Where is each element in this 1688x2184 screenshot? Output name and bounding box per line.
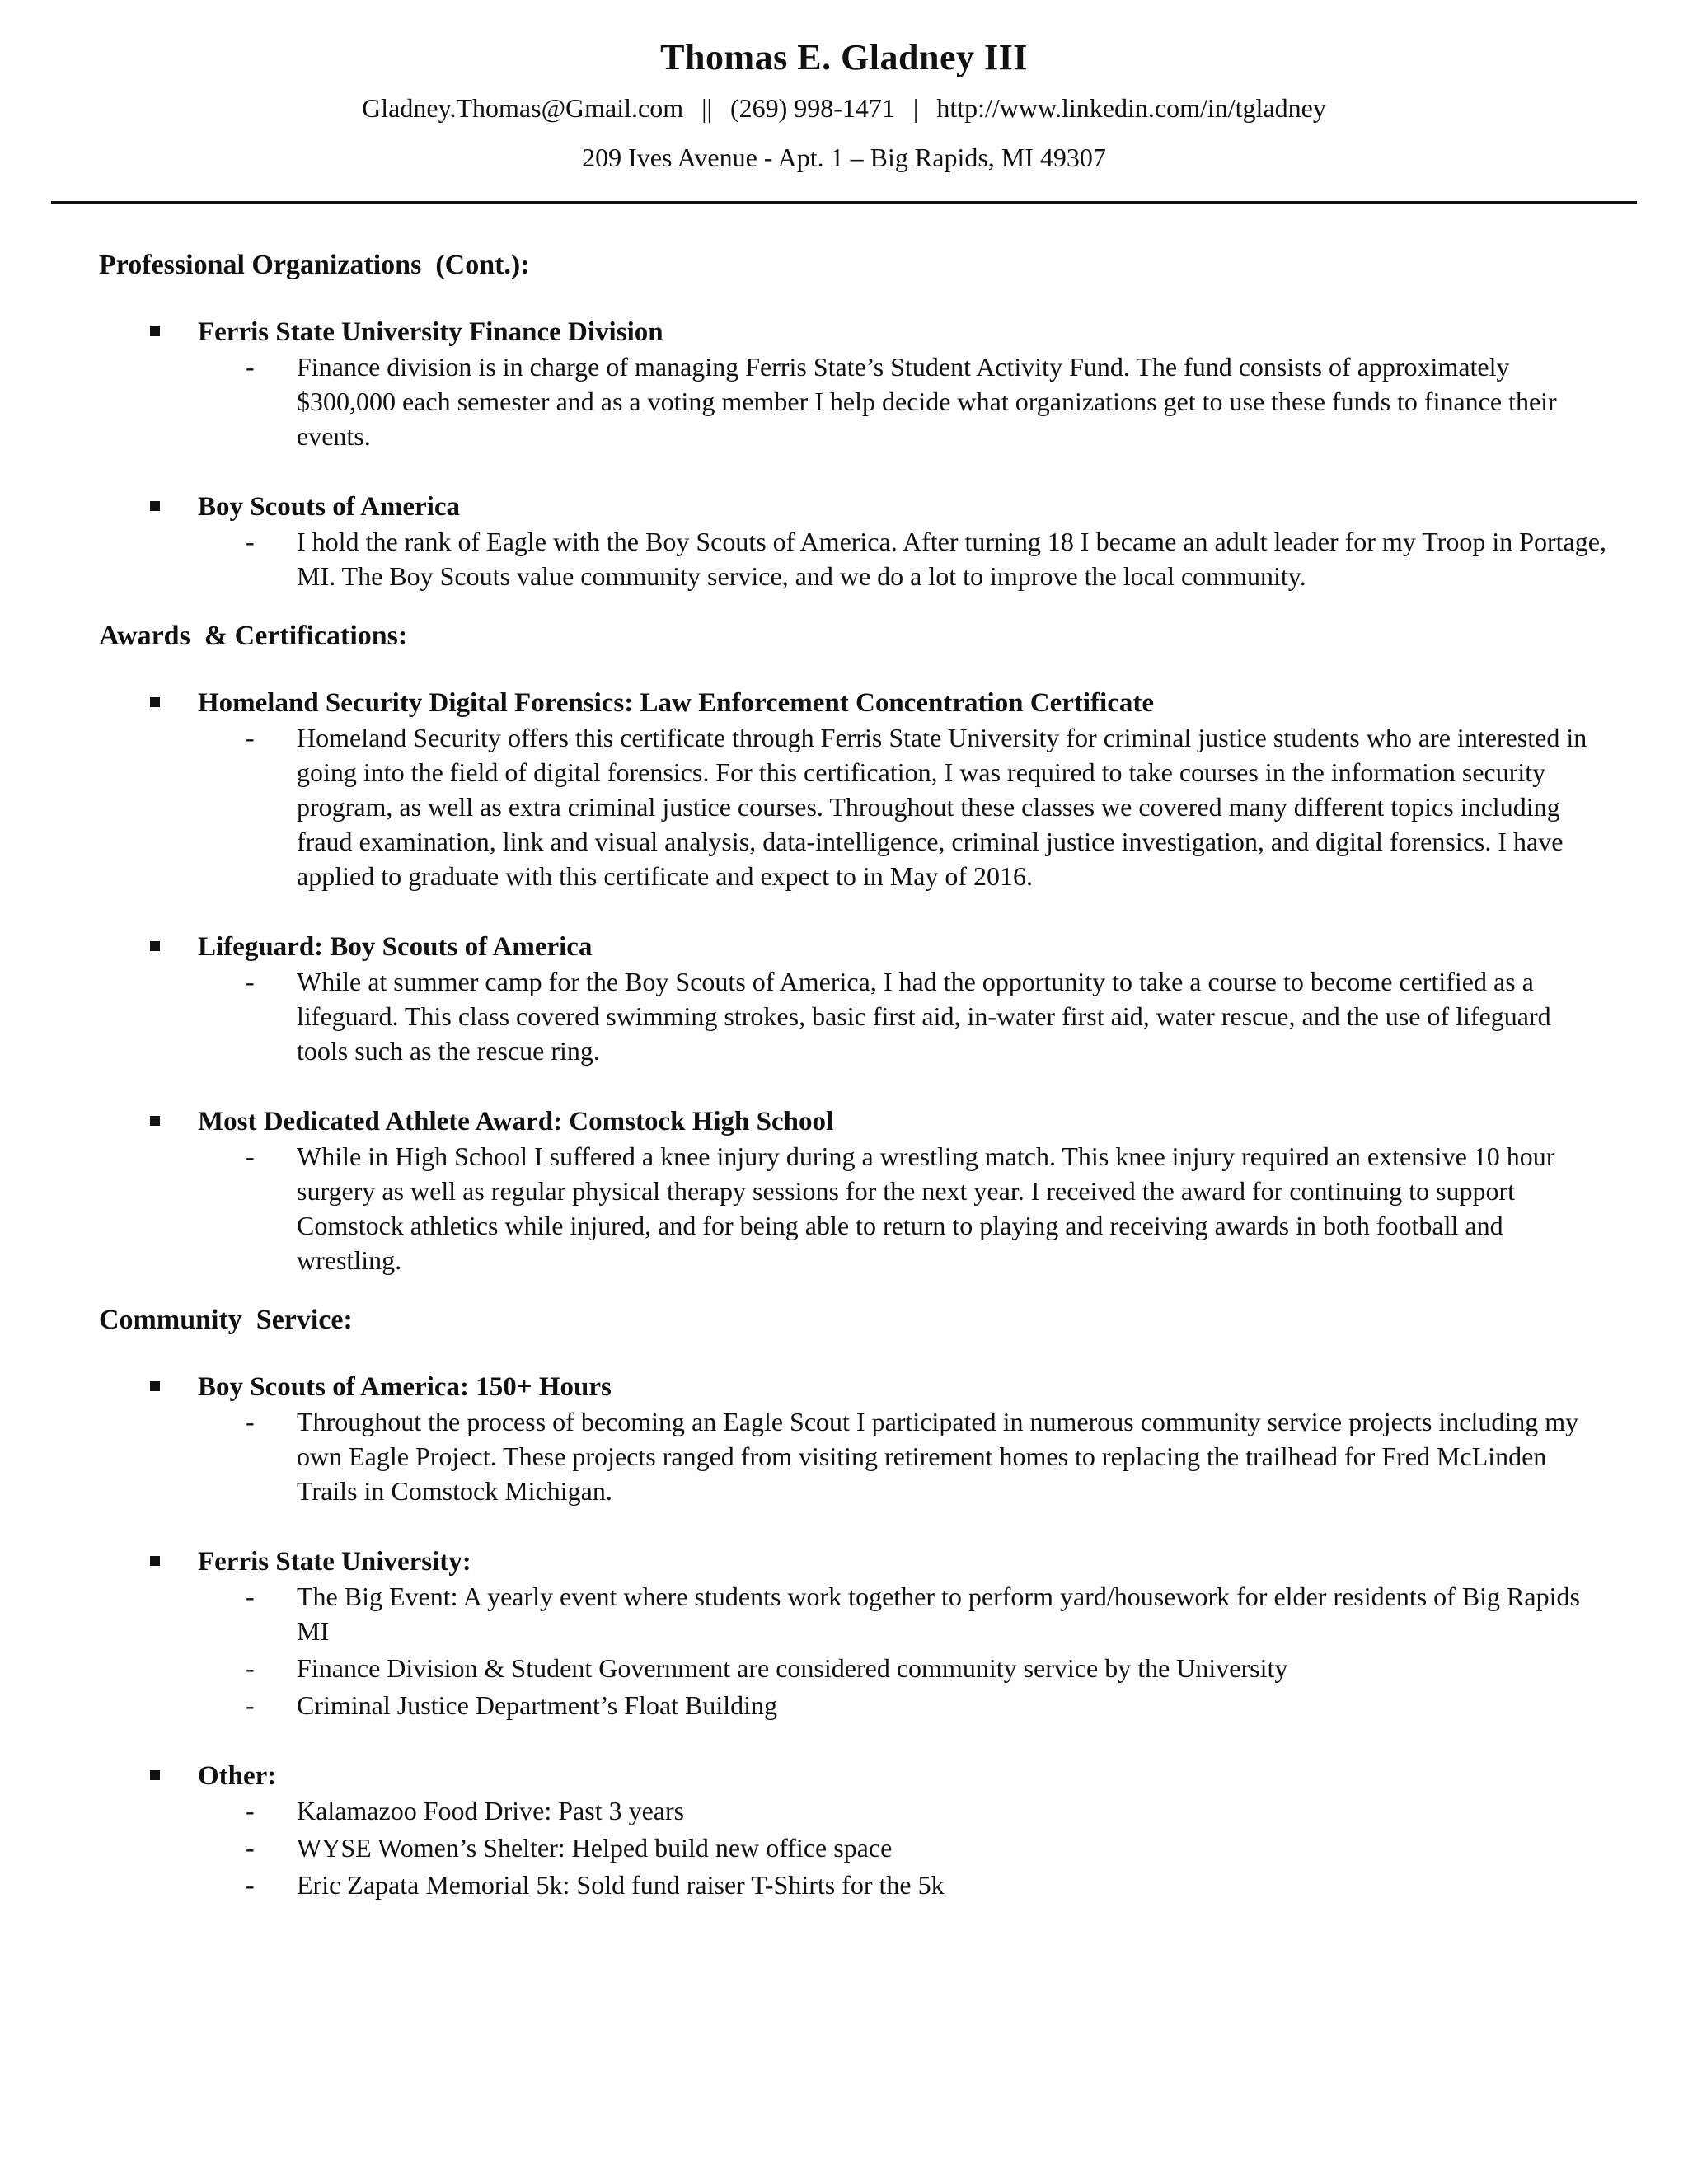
- section-title: Professional Organizations (Cont.):: [99, 250, 530, 280]
- square-bullet-icon: [150, 1381, 160, 1391]
- entry-heading: [99, 315, 1607, 349]
- dash-bullet-icon: -: [246, 1653, 255, 1683]
- entry: [99, 1104, 1607, 1277]
- address-line: 209 Ives Avenue - Apt. 1 – Big Rapids, MI 49307: [582, 143, 1106, 172]
- entry-detail: [99, 720, 1607, 893]
- entry-heading-text: Other:: [198, 1761, 277, 1791]
- square-bullet-icon: [150, 697, 160, 707]
- entry-detail: [99, 1688, 1607, 1722]
- entry-detail-text: Finance Division & Student Government are considered community service by the University: [297, 1653, 1288, 1683]
- entry-heading-text: Lifeguard: Boy Scouts of America: [198, 932, 593, 962]
- phone-number: (269) 998-1471: [729, 93, 895, 123]
- email-link[interactable]: Gladney.Thomas@Gmail.com: [362, 93, 684, 123]
- entry: [99, 315, 1607, 453]
- square-bullet-icon: [150, 501, 160, 511]
- entry-detail-text: Finance division is in charge of managing Ferris State’s Student Activity Fund. The fund consists of approximately $300,000 each semester and as a voting member I help decide what organizations get to use these funds to finance their events.: [297, 352, 1557, 451]
- entry-detail-text: Homeland Security offers this certificate through Ferris State University for criminal justice students who are interested in going into the field of digital forensics. For this certification, I was required to take courses in the information security program, as well as extra criminal justice courses. Throughout these classes we covered many different topics including fraud examination, link and visual analysis, data-intelligence, criminal justice investigation, and digital forensics. I have applied to graduate with this certificate and expect to in May of 2016.: [297, 723, 1587, 891]
- entry-detail: [99, 1579, 1607, 1648]
- contact-separator: |: [912, 93, 919, 123]
- entry-heading-text: Ferris State University:: [198, 1547, 471, 1577]
- dash-bullet-icon: -: [246, 1796, 255, 1825]
- contact-line: [0, 91, 1688, 125]
- entry: [99, 1544, 1607, 1722]
- candidate-name: Thomas E. Gladney III: [660, 37, 1028, 77]
- entry: [99, 490, 1607, 593]
- entry-heading-text: Ferris State University Finance Division: [198, 317, 663, 347]
- entry-detail-text: WYSE Women’s Shelter: Helped build new office space: [297, 1833, 893, 1863]
- section-title: Awards & Certifications:: [99, 621, 408, 651]
- dash-bullet-icon: -: [246, 1690, 255, 1720]
- entry-detail: [99, 1868, 1607, 1902]
- resume-body: [99, 247, 1607, 1938]
- entry: [99, 686, 1607, 893]
- entry-detail-text: Kalamazoo Food Drive: Past 3 years: [297, 1796, 685, 1825]
- entry-detail-text: While at summer camp for the Boy Scouts of America, I had the opportunity to take a course to become certified as a lifeguard. This class covered swimming strokes, basic first aid, in-water first aid, water rescue, and the use of lifeguard tools such as the rescue ring.: [297, 967, 1551, 1066]
- square-bullet-icon: [150, 326, 160, 336]
- entry-heading-text: Most Dedicated Athlete Award: Comstock High School: [198, 1107, 834, 1137]
- dash-bullet-icon: -: [246, 1833, 255, 1863]
- entry-heading: [99, 930, 1607, 964]
- dash-bullet-icon: -: [246, 967, 255, 996]
- entry-heading-text: Boy Scouts of America: 150+ Hours: [198, 1372, 612, 1402]
- entry-detail: [99, 1139, 1607, 1277]
- entry-detail-text: While in High School I suffered a knee injury during a wrestling match. This knee injury required an extensive 10 hour surgery as well as regular physical therapy sessions for the next year. I received the award for continuing to support Comstock athletics while injured, and for being able to return to playing and receiving awards in both football and wrestling.: [297, 1141, 1555, 1275]
- entry-heading: [99, 1370, 1607, 1404]
- linkedin-link[interactable]: http://www.linkedin.com/in/tgladney: [936, 93, 1326, 123]
- dash-bullet-icon: -: [246, 1582, 255, 1611]
- entry: [99, 1759, 1607, 1902]
- dash-bullet-icon: -: [246, 1407, 255, 1436]
- entry-heading: [99, 1759, 1607, 1793]
- entry-detail: [99, 1404, 1607, 1508]
- entry-detail: [99, 1830, 1607, 1865]
- entry-detail-text: Criminal Justice Department’s Float Building: [297, 1690, 778, 1720]
- entry: [99, 930, 1607, 1068]
- entry-detail-text: The Big Event: A yearly event where students work together to perform yard/housework for elder residents of Big Rapids MI: [297, 1582, 1580, 1646]
- entry-detail: [99, 349, 1607, 453]
- header-divider: [51, 201, 1637, 204]
- entry-heading: [99, 1104, 1607, 1139]
- entry-heading: [99, 1544, 1607, 1579]
- section-professional-organizations: [99, 247, 1607, 593]
- dash-bullet-icon: -: [246, 527, 255, 556]
- section-awards-certifications: [99, 618, 1607, 1277]
- entry-detail: [99, 964, 1607, 1068]
- square-bullet-icon: [150, 1556, 160, 1566]
- section-title: Community Service:: [99, 1305, 353, 1335]
- resume-header: [0, 33, 1688, 175]
- entry-heading: [99, 490, 1607, 524]
- entry-detail: [99, 1651, 1607, 1685]
- dash-bullet-icon: -: [246, 723, 255, 752]
- dash-bullet-icon: -: [246, 1141, 255, 1171]
- entry-heading: [99, 686, 1607, 720]
- dash-bullet-icon: -: [246, 1870, 255, 1900]
- entry-heading-text: Homeland Security Digital Forensics: Law Enforcement Concentration Certificate: [198, 688, 1154, 718]
- entry-detail-text: Throughout the process of becoming an Eagle Scout I participated in numerous community service projects including my own Eagle Project. These projects ranged from visiting retirement homes to replacing the trailhead for Fred McLinden Trails in Comstock Michigan.: [297, 1407, 1579, 1506]
- entry-detail-text: I hold the rank of Eagle with the Boy Scouts of America. After turning 18 I became an adult leader for my Troop in Portage, MI. The Boy Scouts value community service, and we do a lot to improve the local community.: [297, 527, 1606, 591]
- section-community-service: [99, 1302, 1607, 1902]
- dash-bullet-icon: -: [246, 352, 255, 382]
- entry-detail: [99, 1793, 1607, 1828]
- entry-detail-text: Eric Zapata Memorial 5k: Sold fund raiser T-Shirts for the 5k: [297, 1870, 945, 1900]
- square-bullet-icon: [150, 1770, 160, 1780]
- square-bullet-icon: [150, 941, 160, 951]
- square-bullet-icon: [150, 1116, 160, 1126]
- contact-separator: ||: [701, 93, 712, 123]
- entry: [99, 1370, 1607, 1508]
- entry-detail: [99, 524, 1607, 593]
- entry-heading-text: Boy Scouts of America: [198, 492, 461, 522]
